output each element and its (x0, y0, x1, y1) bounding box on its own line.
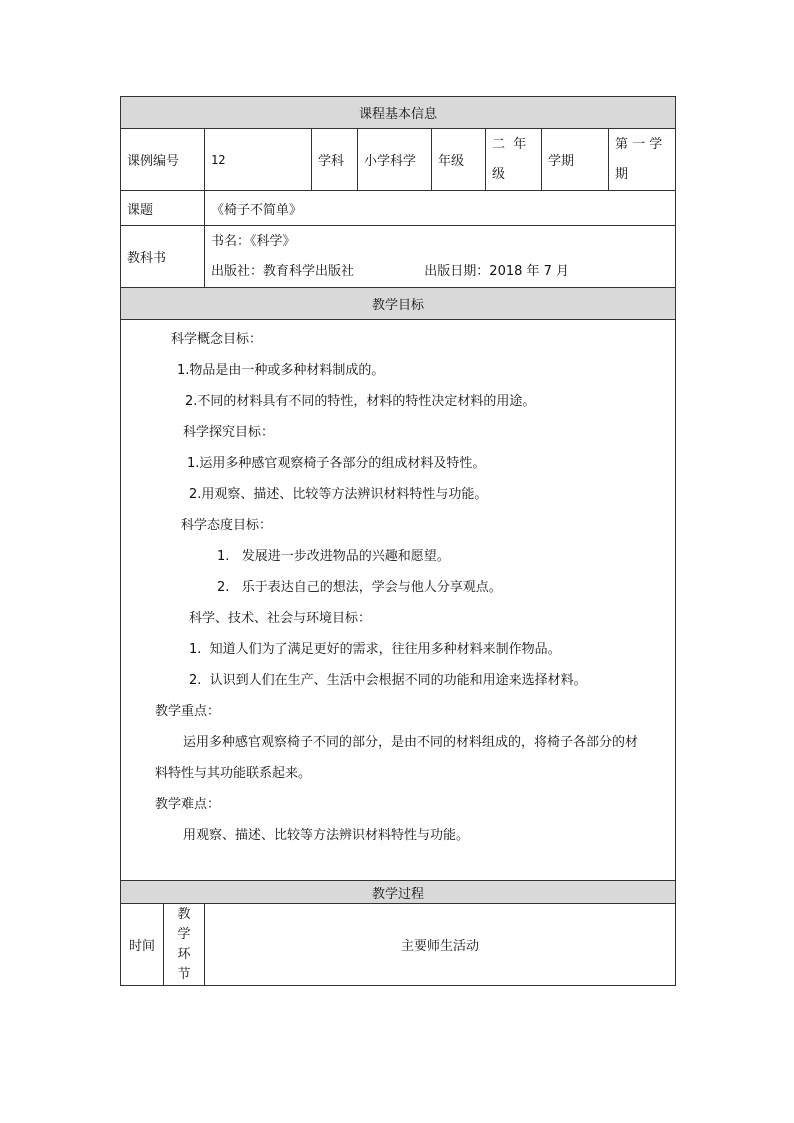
term-value-line1: 第 一 学 (615, 136, 663, 152)
basic-info-header: 课程基本信息 (121, 97, 676, 129)
textbook-label: 教科书 (121, 226, 205, 288)
stage-label (164, 904, 205, 986)
grade-value (486, 129, 542, 191)
process-table (120, 880, 676, 986)
goal-line: 科学概念目标： (171, 332, 263, 347)
topic-value: 《椅子不简单》 (205, 191, 676, 226)
goal-line: 2. 认识到人们在生产、生活中会根据不同的功能和用途来选择材料。 (189, 673, 587, 688)
grade-label: 年级 (432, 129, 486, 191)
goal-line: 1. 发展进一步改进物品的兴趣和愿望。 (217, 549, 450, 564)
grade-value-line1: 二 年 (492, 136, 527, 152)
objectives-body (121, 320, 676, 881)
objectives-header: 教学目标 (121, 288, 676, 320)
goal-line: 1.运用多种感官观察椅子各部分的组成材料及特性。 (187, 456, 486, 471)
stage-label-char: 环 (177, 946, 191, 962)
goal-line: 料特性与其功能联系起来。 (155, 766, 312, 781)
stage-label-char: 学 (177, 926, 191, 942)
subject-value: 小学科学 (358, 129, 432, 191)
activity-label: 主要师生活动 (205, 904, 676, 986)
grade-value-line2: 级 (492, 166, 506, 182)
goal-line: 1.物品是由一种或多种材料制成的。 (177, 363, 385, 378)
goal-line: 2.用观察、描述、比较等方法辨识材料特性与功能。 (189, 487, 488, 502)
process-header: 教学过程 (121, 881, 676, 904)
goal-line: 教学重点： (155, 704, 221, 719)
goal-line: 科学探究目标： (183, 425, 275, 440)
lesson-plan-sheet (120, 96, 675, 986)
case-no-label: 课例编号 (121, 129, 205, 191)
goal-line: 科学、技术、社会与环境目标： (189, 611, 372, 626)
textbook-info (205, 226, 676, 288)
publisher: 出版社：教育科学出版社 (211, 263, 355, 279)
subject-label: 学科 (312, 129, 358, 191)
goal-line: 教学难点： (155, 797, 221, 812)
goal-line: 运用多种感官观察椅子不同的部分，是由不同的材料组成的，将椅子各部分的材 (183, 735, 639, 750)
goal-line: 用观察、描述、比较等方法辨识材料特性与功能。 (183, 828, 470, 843)
book-name: 书名：《科学》 (211, 233, 296, 249)
goal-line: 1. 知道人们为了满足更好的需求，往往用多种材料来制作物品。 (189, 642, 561, 657)
publisher-line (211, 257, 669, 287)
term-value (609, 129, 676, 191)
topic-label: 课题 (121, 191, 205, 226)
term-label: 学期 (542, 129, 609, 191)
basic-info-table (120, 96, 676, 881)
stage-label-char: 节 (177, 966, 191, 982)
time-label: 时间 (121, 904, 164, 986)
term-value-line2: 期 (615, 166, 629, 182)
goal-line: 科学态度目标： (181, 518, 273, 533)
case-no-value: 12 (205, 129, 312, 191)
goal-line: 2. 乐于表达自己的想法，学会与他人分享观点。 (217, 580, 502, 595)
goal-line: 2.不同的材料具有不同的特性，材料的特性决定材料的用途。 (185, 394, 536, 409)
publish-date: 出版日期：2018 年 7 月 (424, 263, 570, 279)
stage-label-char: 教 (177, 906, 191, 922)
